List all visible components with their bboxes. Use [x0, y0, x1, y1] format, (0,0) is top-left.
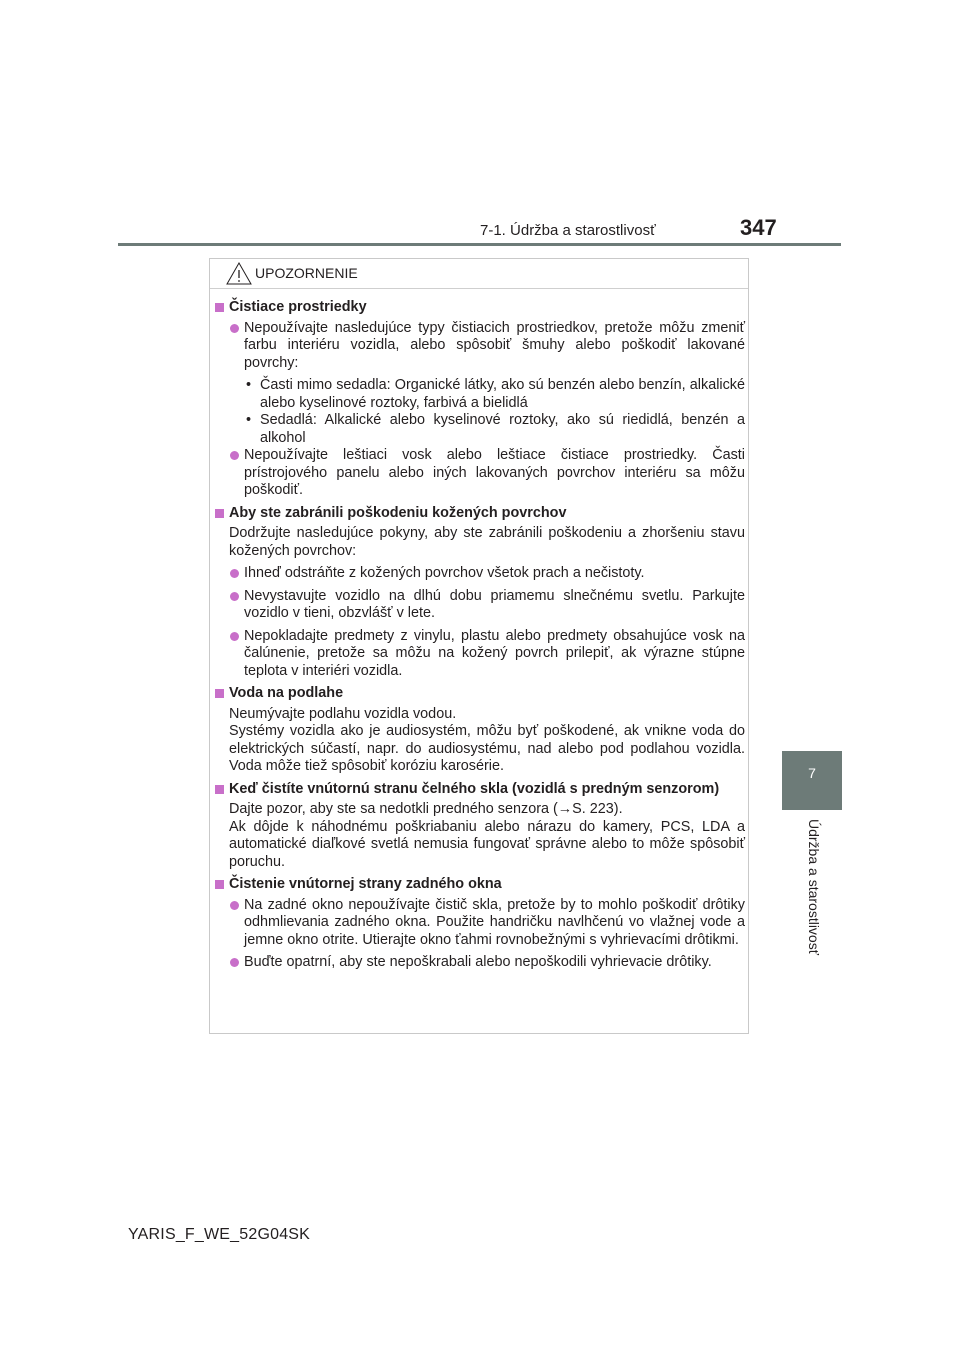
warning-header [210, 259, 748, 289]
section-rear-window [215, 876, 745, 972]
warning-triangle-icon [226, 262, 252, 285]
square-bullet-icon [215, 785, 224, 794]
square-bullet-icon [215, 689, 224, 698]
circle-bullet-icon [230, 324, 239, 333]
section-floor-water [215, 685, 745, 776]
bullet-item: Nepokladajte predmety z vinylu, plastu alebo predmety obsahujúce vosk na čalúnenie, pretože sa môžu na kožený povrch prilepiť, ak výrazne stúpne teplota v interiéri vozidla. [215, 628, 745, 681]
paragraph: Dajte pozor, aby ste sa nedotkli predného senzora (→S. 223). [229, 801, 623, 817]
bullet-item: Nevystavujte vozidlo na dlhú dobu priamemu slnečnému svetlu. Parkujte vozidlo v tieni, obzvlášť v lete. [215, 588, 745, 623]
square-bullet-icon [215, 880, 224, 889]
chapter-number: 7 [808, 765, 816, 781]
circle-bullet-icon [230, 901, 239, 910]
circle-bullet-icon [230, 958, 239, 967]
bullet-item: Nepoužívajte leštiaci vosk alebo leštiace čistiace prostriedky. Časti prístrojového panelu alebo iných lakovaných povrchov interiéru sa môžu poškodiť. [215, 447, 745, 500]
page-number: 347 [740, 215, 777, 240]
paragraph: Dodržujte nasledujúce pokyny, aby ste zabránili poškodeniu a zhoršeniu stavu kožených povrchov: [229, 525, 745, 559]
section-heading: Aby ste zabránili poškodeniu kožených povrchov [215, 505, 745, 523]
paragraph: Systémy vozidla ako je audiosystém, môžu byť poškodené, ak vnikne voda do elektrických súčastí, napr. do audiosystému, nad alebo pod podlahou vozidla. Voda môže tiež spôsobiť koróziu karosérie. [229, 723, 745, 774]
chapter-label: Údržba a starostlivosť [806, 819, 822, 955]
header-divider [118, 243, 841, 246]
document-code: YARIS_F_WE_52G04SK [128, 1226, 311, 1243]
section-cleaning-agents [215, 299, 745, 500]
section-windshield [215, 781, 745, 872]
bullet-item: Buďte opatrní, aby ste nepoškrabali alebo nepoškodili vyhrievacie drôtiky. [215, 954, 745, 972]
section-leather [215, 505, 745, 681]
paragraph: Ak dôjde k náhodnému poškriabaniu alebo nárazu do kamery, PCS, LDA a automatické diaľkové svetlá nemusia fungovať správne alebo to môže spôsobiť poruchu. [229, 818, 745, 870]
square-bullet-icon [215, 303, 224, 312]
sub-item: • Časti mimo sedadla: Organické látky, ako sú benzén alebo benzín, alkalické alebo kyselinové roztoky, farbivá a bielidlá [246, 377, 745, 411]
section-heading: Čistiace prostriedky [215, 299, 745, 317]
section-title: 7-1. Údržba a starostlivosť [480, 222, 656, 239]
bullet-item: Na zadné okno nepoužívajte čistič skla, pretože by to mohlo poškodiť drôtiky odhmlievania zadného okna. Použite handričku navlhčenú vo vlažnej vode a jemne okno otrite. Utierajte okno ťahmi rovnobežnými s vyhrievacími drôtikmi. [215, 897, 745, 950]
section-heading: Keď čistíte vnútornú stranu čelného skla (vozidlá s predným senzorom) [215, 781, 745, 799]
dot-bullet-icon: • [246, 377, 252, 393]
circle-bullet-icon [230, 569, 239, 578]
section-heading: Voda na podlahe [215, 685, 745, 703]
section-heading: Čistenie vnútornej strany zadného okna [215, 876, 745, 894]
bullet-item: Ihneď odstráňte z kožených povrchov všetok prach a nečistoty. [215, 565, 745, 583]
circle-bullet-icon [230, 592, 239, 601]
dot-bullet-icon: • [246, 412, 252, 428]
warning-title: UPOZORNENIE [255, 265, 358, 281]
warning-content [215, 299, 745, 977]
paragraph: Neumývajte podlahu vozidla vodou. [229, 705, 457, 722]
circle-bullet-icon [230, 632, 239, 641]
bullet-item: Nepoužívajte nasledujúce typy čistiacich prostriedkov, pretože môžu zmeniť farbu interiéru vozidla, alebo spôsobiť šmuhy alebo poškodiť lakované povrchy: [215, 320, 745, 373]
warning-box [209, 258, 749, 1034]
square-bullet-icon [215, 509, 224, 518]
sub-item: • Sedadlá: Alkalické alebo kyselinové roztoky, ako sú riedidlá, benzén a alkohol [246, 412, 745, 446]
circle-bullet-icon [230, 451, 239, 460]
